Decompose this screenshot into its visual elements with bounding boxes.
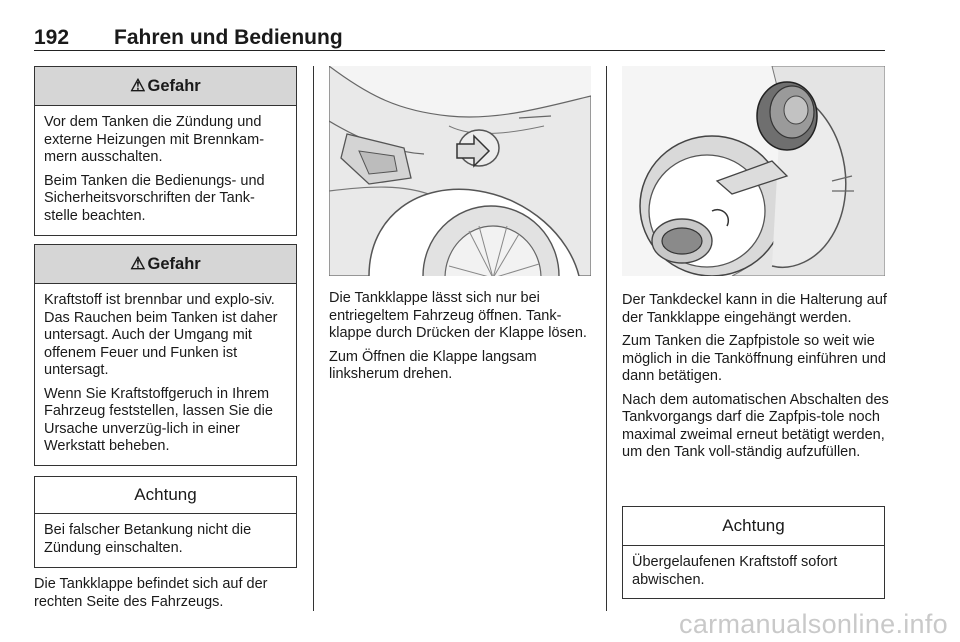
paragraph: Die Tankklappe lässt sich nur bei entriegeltem Fahrzeug öffnen. Tank-klappe durch Drücken der Klappe lösen. <box>329 290 587 341</box>
caution-box <box>34 476 297 568</box>
body-text <box>622 292 890 468</box>
column-divider <box>606 66 607 611</box>
caution-box-body <box>623 546 884 601</box>
fuel-cap-illustration <box>622 66 885 276</box>
column-divider <box>313 66 314 611</box>
caution-box-body <box>35 514 296 569</box>
danger-box-2 <box>34 244 297 466</box>
warning-triangle-icon: ⚠ <box>130 76 146 95</box>
paragraph: Zum Öffnen die Klappe langsam linksherum drehen. <box>329 348 537 382</box>
caution-box-header: Achtung <box>623 507 884 546</box>
paragraph: Bei falscher Betankung nicht die Zündung einschalten. <box>44 522 252 556</box>
danger-box-body <box>35 284 296 468</box>
danger-box-1 <box>34 66 297 236</box>
paragraph: Vor dem Tanken die Zündung und externe Heizungen mit Brennkam-mern ausschalten. <box>44 114 265 165</box>
danger-box-header <box>35 67 296 106</box>
body-text <box>329 290 594 390</box>
danger-box-header <box>35 245 296 284</box>
paragraph: Übergelaufenen Kraftstoff sofort abwischen. <box>632 554 838 588</box>
paragraph: Wenn Sie Kraftstoffgeruch in Ihrem Fahrzeug feststellen, lassen Sie die Ursache unverzüg-lich in einer Werkstatt beheben. <box>44 385 273 454</box>
danger-box-body <box>35 106 296 237</box>
danger-box-title: Gefahr <box>147 255 201 273</box>
paragraph: Die Tankklappe befindet sich auf der rechten Seite des Fahrzeugs. <box>34 576 268 610</box>
caution-box <box>622 506 885 599</box>
paragraph: Beim Tanken die Bedienungs- und Sicherheitsvorschriften der Tank-stelle beachten. <box>44 172 265 224</box>
page-header <box>34 26 885 51</box>
warning-triangle-icon: ⚠ <box>130 254 146 273</box>
caution-box-header: Achtung <box>35 477 296 514</box>
page-number: 192 <box>34 26 70 49</box>
paragraph: Nach dem automatischen Abschalten des Tankvorgangs darf die Zapfpis-tole noch maximal zweimal erneut betätigt werden, um den Tank voll-ständig aufzufüllen. <box>622 391 889 460</box>
paragraph: Zum Tanken die Zapfpistole so weit wie möglich in die Tanköffnung einführen und dann betätigen. <box>622 333 886 384</box>
watermark: carmanualsonline.info <box>679 609 948 639</box>
page-title: Fahren und Bedienung <box>114 26 343 49</box>
paragraph: Der Tankdeckel kann in die Halterung auf der Tankklappe eingehängt werden. <box>622 292 887 326</box>
paragraph: Kraftstoff ist brennbar und explo-siv. Das Rauchen beim Tanken ist daher untersagt. Auch der Umgang mit offenem Feuer und Funken ist untersagt. <box>44 292 278 378</box>
body-text <box>34 576 300 617</box>
danger-box-title: Gefahr <box>147 77 201 95</box>
fuel-flap-illustration <box>329 66 591 276</box>
